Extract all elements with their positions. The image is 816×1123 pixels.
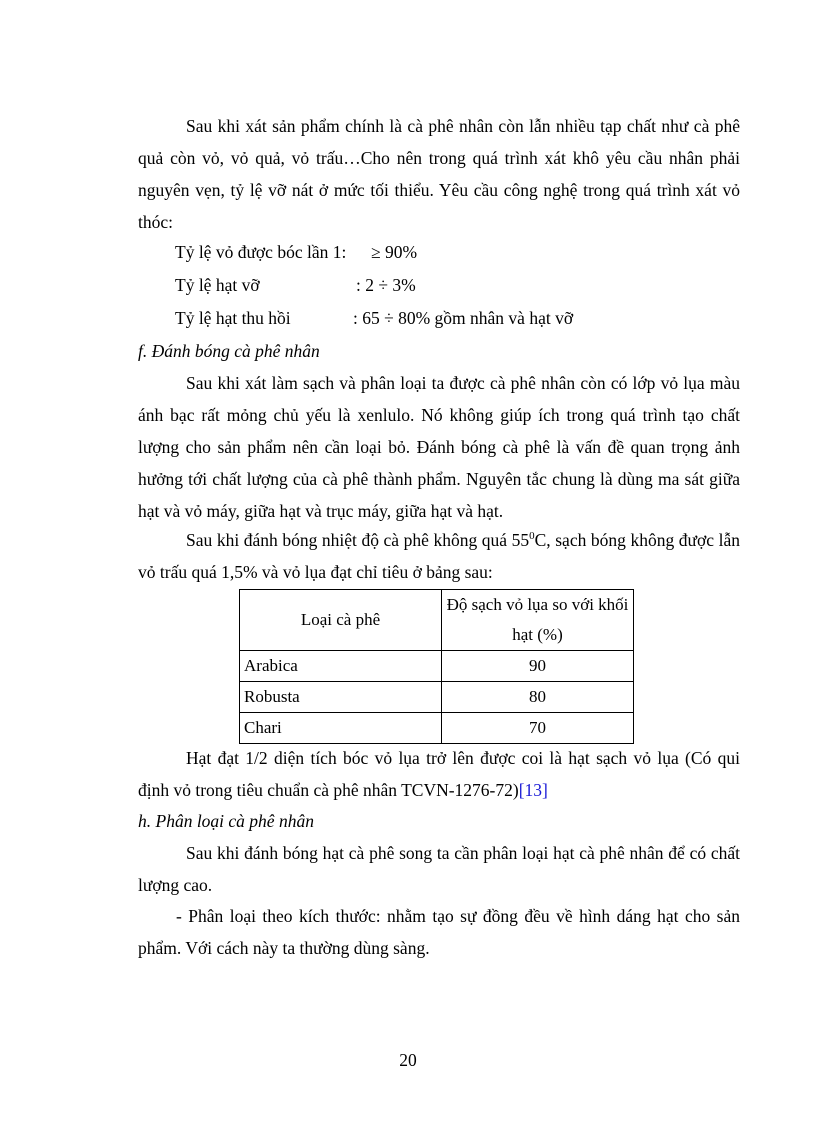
spec-value: : 2 ÷ 3%	[356, 275, 416, 295]
spec-value: : 65 ÷ 80% gồm nhân và hạt vỡ	[353, 308, 574, 328]
table-row	[240, 651, 634, 682]
section-f-paragraph-2	[138, 524, 740, 588]
spec-label: Tỷ lệ hạt thu hồi	[175, 308, 291, 328]
table-header-coffee-type: Loại cà phê	[240, 590, 442, 651]
citation-reference[interactable]: [13]	[518, 780, 548, 800]
section-h-title: h. Phân loại cà phê nhân	[138, 811, 314, 831]
table-cell-name: Robusta	[240, 682, 442, 713]
spec-value: ≥ 90%	[371, 242, 418, 262]
table-header-cleanliness: Độ sạch vỏ lụa so với khối hạt (%)	[442, 590, 634, 651]
table-cell-value: 70	[442, 713, 634, 744]
spec-label: Tỷ lệ vỏ được bóc lần 1:	[175, 242, 347, 262]
table-row	[240, 713, 634, 744]
after-table-paragraph	[138, 742, 740, 806]
spec-line-1	[175, 236, 418, 268]
section-f-paragraph-1: Sau khi xát làm sạch và phân loại ta được cà phê nhân còn có lớp vỏ lụa màu ánh bạc rất mỏng chủ yếu là xenlulo. Nó không giúp ích trong quá trình tạo chất lượng cho sản phẩm nên cần loại bỏ. Đánh bóng cà phê là vấn đề quan trọng ảnh hưởng tới chất lượng của cà phê thành phẩm. Nguyên tắc chung là dùng ma sát giữa hạt và vỏ máy, giữa hạt và trục máy, giữa hạt và hạt.	[138, 373, 740, 521]
spec-line-3	[175, 302, 574, 334]
cleanliness-table	[239, 589, 634, 744]
page-number: 20	[399, 1050, 417, 1070]
paragraph-text: Sau khi đánh bóng nhiệt độ cà phê không quá 55	[186, 530, 530, 550]
table-cell-name: Arabica	[240, 651, 442, 682]
paragraph-text: C, sạch bóng không được lẫn vỏ trấu quá 1,5% và vỏ lụa đạt chỉ tiêu ở bảng sau:	[138, 530, 740, 582]
table-cell-value: 80	[442, 682, 634, 713]
superscript-degree: 0	[529, 530, 535, 543]
table-cell-name: Chari	[240, 713, 442, 744]
spec-label: Tỷ lệ hạt vỡ	[175, 275, 260, 295]
table-cell-value: 90	[442, 651, 634, 682]
intro-paragraph: Sau khi xát sản phẩm chính là cà phê nhân còn lẫn nhiều tạp chất như cà phê quả còn vỏ, vỏ quả, vỏ trấu…Cho nên trong quá trình xát khô yêu cầu nhân phải nguyên vẹn, tỷ lệ vỡ nát ở mức tối thiểu. Yêu cầu công nghệ trong quá trình xát vỏ thóc:	[138, 116, 740, 232]
table-row	[240, 682, 634, 713]
spec-line-2	[175, 269, 416, 301]
section-h-paragraph-1: Sau khi đánh bóng hạt cà phê song ta cần phân loại hạt cà phê nhân để có chất lượng cao.	[138, 843, 740, 895]
section-f-title: f. Đánh bóng cà phê nhân	[138, 341, 320, 361]
section-h-paragraph-2: - Phân loại theo kích thước: nhằm tạo sự đồng đều về hình dáng hạt cho sản phẩm. Với cách này ta thường dùng sàng.	[138, 906, 740, 958]
paragraph-text: Hạt đạt 1/2 diện tích bóc vỏ lụa trở lên được coi là hạt sạch vỏ lụa (Có qui định vỏ trong tiêu chuẩn cà phê nhân TCVN-1276-72)	[138, 748, 740, 800]
table-header-row	[240, 590, 634, 651]
